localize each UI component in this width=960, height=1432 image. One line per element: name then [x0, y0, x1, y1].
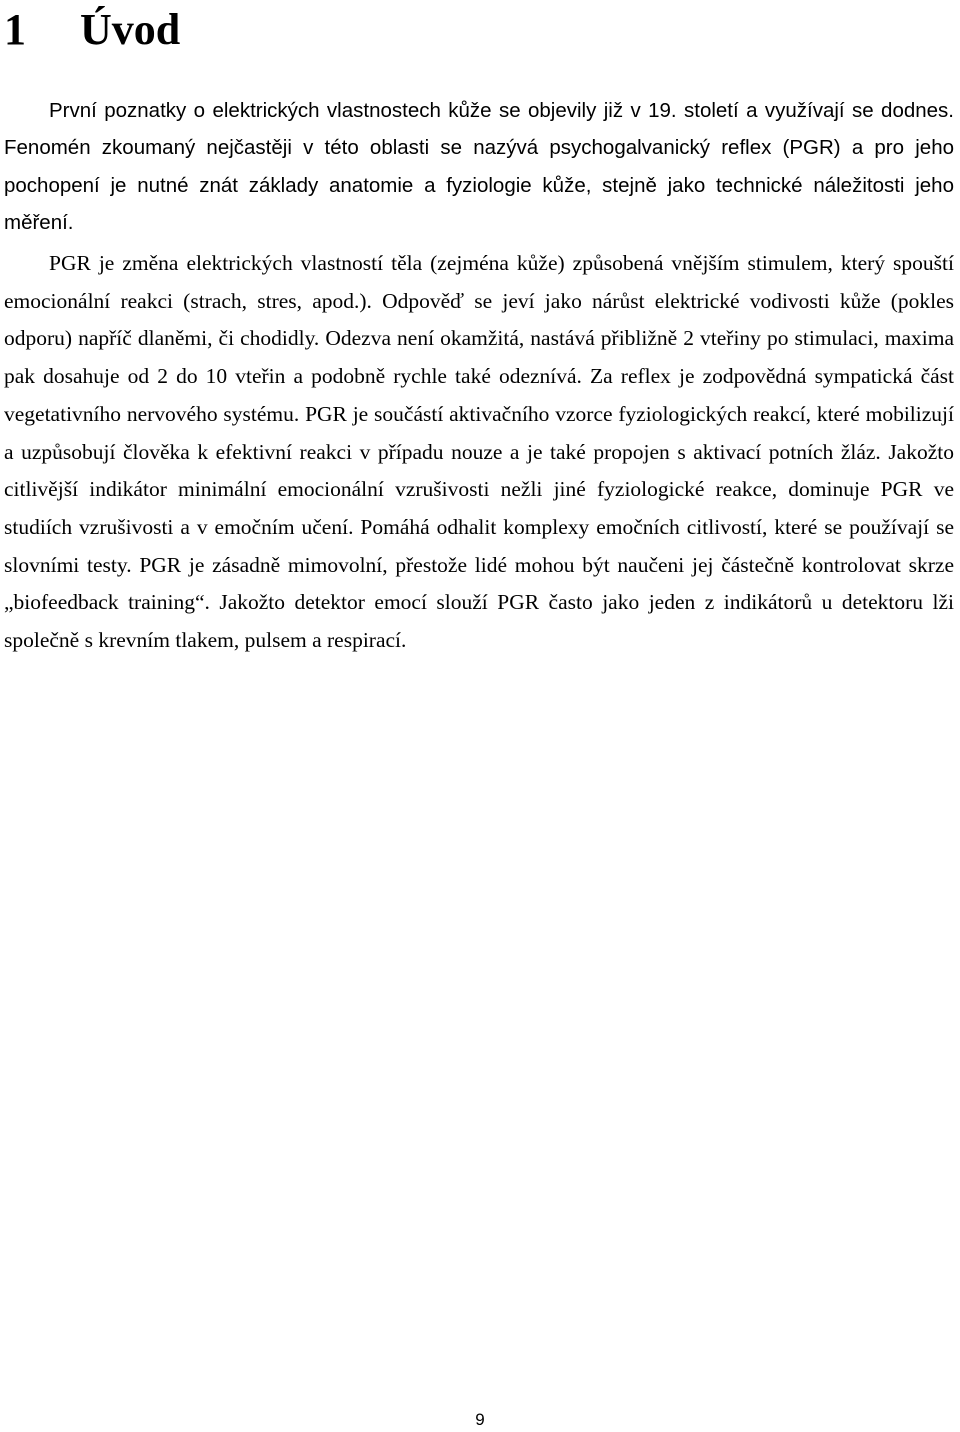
paragraph-intro	[4, 92, 954, 241]
chapter-title: Úvod	[80, 5, 181, 54]
paragraph-pgr-text: PGR je změna elektrických vlastností těla (zejména kůže) způsobená vnějším stimulem, který spouští emocionální reakci (strach, stres, apod.). Odpověď se jeví jako nárůst elektrické vodivosti kůže (pokles odporu) napříč dlaněmi, či chodidly. Odezva není okamžitá, nastává přibližně 2 vteřiny po stimulaci, maxima pak dosahuje od 2 do 10 vteřin a podobně rychle také odeznívá. Za reflex je zodpovědná sympatická část vegetativního nervového systému. PGR je součástí aktivačního vzorce fyziologických reakcí, které mobilizují a uzpůsobují člověka k efektivní reakci v případu nouze a je také propojen s aktivací potních žláz. Jakožto citlivější indikátor minimální emocionální vzrušivosti nežli jiné fyziologické reakce, dominuje PGR ve studiích vzrušivosti a v emočním učení. Pomáhá odhalit komplexy emočních citlivostí, které se používají se slovními testy. PGR je zásadně mimovolní, přestože lidé mohou být naučeni jej částečně kontrolovat skrze „biofeedback training“. Jakožto detektor emocí slouží PGR často jako jeden z indikátorů u detektoru lži společně s krevním tlakem, pulsem a respirací.	[4, 251, 954, 653]
chapter-number: 1	[4, 5, 26, 54]
paragraph-pgr	[4, 245, 954, 660]
page-number: 9	[475, 1410, 485, 1429]
chapter-heading	[4, 6, 180, 54]
paragraph-intro-text: První poznatky o elektrických vlastnostech kůže se objevily již v 19. století a využívají se dodnes. Fenomén zkoumaný nejčastěji v této oblasti se nazývá psychogalvanický reflex (PGR) a pro jeho pochopení je nutné znát základy anatomie a fyziologie kůže, stejně jako technické náležitosti jeho měření.	[4, 99, 954, 234]
